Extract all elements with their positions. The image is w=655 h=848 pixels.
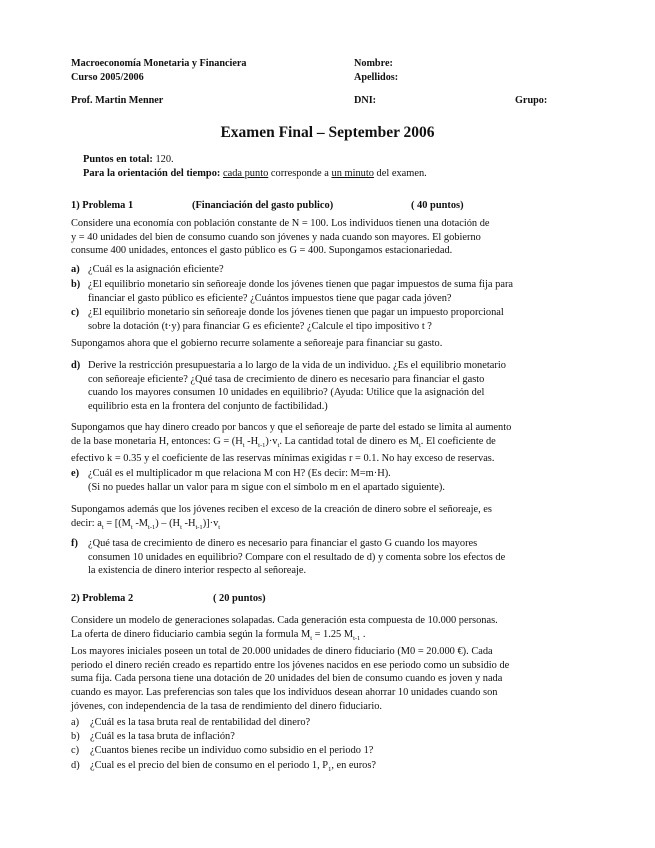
- name-field-label: Nombre:: [354, 58, 393, 69]
- text-line: (Si no puedes hallar un valor para m sigue con el símbolo m en el apartado siguiente).: [88, 481, 445, 493]
- problem2-intro: [71, 614, 509, 713]
- text-line: cuando es mayor. Las preferencias son tales que los individuos desean ahorrar 10 unidades cuando son: [71, 687, 498, 699]
- subscript: t: [242, 441, 245, 449]
- professor: Prof. Martin Menner: [71, 95, 164, 106]
- question-label: f): [71, 538, 78, 549]
- question-label: d): [71, 360, 81, 371]
- exam-title: Examen Final – September 2006: [220, 124, 435, 141]
- question-f: [71, 537, 505, 578]
- time-part1: cada punto: [222, 168, 269, 179]
- text-line: ¿El equilibrio monetario sin señoreaje donde los jóvenes tienen que pagar un impuesto proporcional: [88, 307, 504, 318]
- text-fragment: decir: a: [71, 517, 102, 529]
- surname-field-label: Apellidos:: [354, 72, 399, 83]
- question-label: b): [71, 731, 80, 743]
- question-c: [71, 306, 504, 333]
- question-text: ¿Cuál es la tasa bruta de inflación?: [90, 731, 235, 743]
- question-label: d): [71, 759, 80, 771]
- question-b: [71, 278, 513, 305]
- text-fragment: )]·v: [202, 517, 219, 529]
- text-fragment: de la base monetaria H, entonces: G = (H: [71, 435, 243, 447]
- text-fragment: = [(M: [103, 517, 131, 529]
- subscript: t-1: [195, 523, 203, 531]
- text-fragment: ¿Cual es el precio del bien de consumo en el periodo 1, P: [90, 759, 329, 771]
- dni-field-label: DNI:: [354, 95, 377, 106]
- problem1-subtitle: (Financiación del gasto publico): [192, 200, 334, 211]
- group-field-label: Grupo:: [515, 95, 548, 106]
- subscript: t: [277, 441, 280, 449]
- time-part3: un minuto: [331, 168, 374, 179]
- subscript: 1: [328, 765, 332, 773]
- question-label: a): [71, 264, 80, 275]
- text-line: consumen 10 unidades en equilibrio? Compare con el resultado de d) y comenta sobre los efectos de: [88, 551, 506, 563]
- text-line: consume 400 unidades, entonces el gasto público es G = 400. Supongamos estacionariedad.: [71, 245, 453, 257]
- time-label: Para la orientación del tiempo:: [83, 168, 221, 179]
- text-line: ¿Cuál es la asignación eficiente?: [88, 264, 224, 275]
- seigniorage-note: Supongamos ahora que el gobierno recurre solamente a señoreaje para financiar su gasto.: [71, 338, 443, 349]
- text-line: jóvenes, con independencia de la tasa de rendimiento del dinero fiduciario.: [71, 700, 383, 712]
- text-fragment: ) – (H: [155, 517, 181, 529]
- text-fragment: La oferta de dinero fiduciario cambia según la formula M: [71, 628, 311, 640]
- text-line: [71, 435, 511, 453]
- text-line: Los mayores iniciales poseen un total de 20.000 unidades de dinero fiduciario (M0 = 20.000 €). Cada: [71, 646, 493, 658]
- text-line: equilibrio esta en la frontera del conjunto de factibilidad.): [88, 400, 328, 412]
- text-line: [71, 628, 509, 646]
- points-total: [83, 153, 174, 167]
- text-fragment: . El coeficiente de: [420, 435, 496, 447]
- text-fragment: )·v: [265, 435, 278, 447]
- subscript: t: [310, 634, 312, 642]
- time-part4: del examen.: [376, 168, 427, 179]
- question-label: e): [71, 468, 80, 479]
- subscript: t: [130, 523, 133, 531]
- text-line: sobre la dotación (t·y) para financiar G es eficiente? ¿Calcule el tipo impositivo t ?: [88, 320, 432, 332]
- text-line: la existencia de dinero interior respecto al señoreaje.: [88, 565, 307, 577]
- problem1-heading: 1) Problema 1: [71, 200, 134, 211]
- text-fragment: -H: [181, 517, 196, 529]
- text-line: periodo el dinero recién creado es repartido entre los jóvenes nacidos en ese periodo como un subsidio de: [71, 659, 510, 671]
- subscript: t-1: [148, 523, 156, 531]
- subscript: t: [180, 523, 182, 531]
- points-label: Puntos en total:: [83, 154, 153, 165]
- subscript: t-1: [258, 441, 266, 449]
- text-line: ¿Cuál es el multiplicador m que relaciona M con H? (Es decir: M=m·H).: [88, 468, 391, 479]
- subscript: t: [218, 523, 221, 531]
- time-part2: corresponde a: [270, 168, 329, 179]
- text-line: cuando los mayores consumen 10 unidades en equilibrio? (Ayuda: Utilice que la asignación del: [88, 387, 485, 399]
- question-label: b): [71, 279, 81, 290]
- text-fragment: .: [360, 628, 366, 640]
- subscript: t: [101, 523, 104, 531]
- text-line: con señoreaje eficiente? ¿Qué tasa de crecimiento de dinero es necesario para financiar el gasto: [88, 373, 485, 385]
- question-text: ¿Cuál es la tasa bruta real de rentabilidad del dinero?: [90, 717, 311, 728]
- text-fragment: -M: [132, 517, 149, 529]
- text-line: ¿Qué tasa de crecimiento de dinero es necesario para financiar el gasto G cuando los mayores: [88, 538, 478, 549]
- question-label: c): [71, 307, 80, 318]
- subscript: t-1: [353, 634, 361, 642]
- question-d: [71, 359, 506, 413]
- text-line: suma fija. Cada persona tiene una dotación de 20 unidades del bien de consumo cuando es joven y nada: [71, 673, 503, 685]
- text-fragment: -H: [244, 435, 259, 447]
- question-text: [90, 759, 376, 777]
- text-line: Derive la restricción presupuestaria a lo largo de la vida de un individuo. ¿Es el equilibrio monetario: [88, 360, 506, 371]
- question-text: ¿Cuantos bienes recibe un individuo como subsidio en el periodo 1?: [90, 745, 374, 757]
- question-e: [71, 467, 445, 494]
- text-line: ¿El equilibrio monetario sin señoreaje donde los jóvenes tienen que pagar impuestos de suma fija para: [88, 279, 514, 290]
- problem2-points: ( 20 puntos): [213, 593, 266, 604]
- question-label: c): [71, 745, 80, 757]
- young-transfer-paragraph: [71, 503, 492, 534]
- text-line: efectivo k = 0.35 y el coeficiente de las reservas mínimas exigidas r = 0.1. No hay exceso de reservas.: [71, 453, 495, 465]
- text-line: y = 40 unidades del bien de consumo cuando son jóvenes y nada cuando son mayores. El gobierno: [71, 231, 481, 243]
- points-value: 120.: [155, 154, 174, 165]
- course-name: Macroeconomía Monetaria y Financiera: [71, 58, 247, 69]
- text-line: Supongamos que hay dinero creado por bancos y que el señoreaje de parte del estado se limita al aumento: [71, 422, 512, 433]
- problem1-points: ( 40 puntos): [411, 200, 464, 211]
- text-fragment: . La cantidad total de dinero es M: [279, 435, 419, 447]
- question-label: a): [71, 717, 80, 728]
- text-line: Considere un modelo de generaciones solapadas. Cada generación esta compuesta de 10.000 personas.: [71, 615, 498, 626]
- text-line: [71, 517, 492, 535]
- bank-money-paragraph: [71, 421, 511, 466]
- problem2-heading: 2) Problema 2: [71, 593, 134, 604]
- subscript: t: [418, 441, 421, 449]
- course-year: Curso 2005/2006: [71, 72, 144, 83]
- text-line: Considere una economía con población constante de N = 100. Los individuos tienen una dotación de: [71, 218, 490, 229]
- text-line: financiar el gasto público es eficiente? ¿Cuántos impuestos tiene que pagar cada jóven?: [88, 292, 452, 304]
- time-orientation: [83, 167, 427, 181]
- question-a: [71, 263, 224, 277]
- problem1-intro: [71, 217, 490, 258]
- text-line: Supongamos además que los jóvenes reciben el exceso de la creación de dinero sobre el señoreaje, es: [71, 504, 492, 515]
- text-fragment: , en euros?: [331, 759, 377, 771]
- text-fragment: = 1.25 M: [312, 628, 354, 640]
